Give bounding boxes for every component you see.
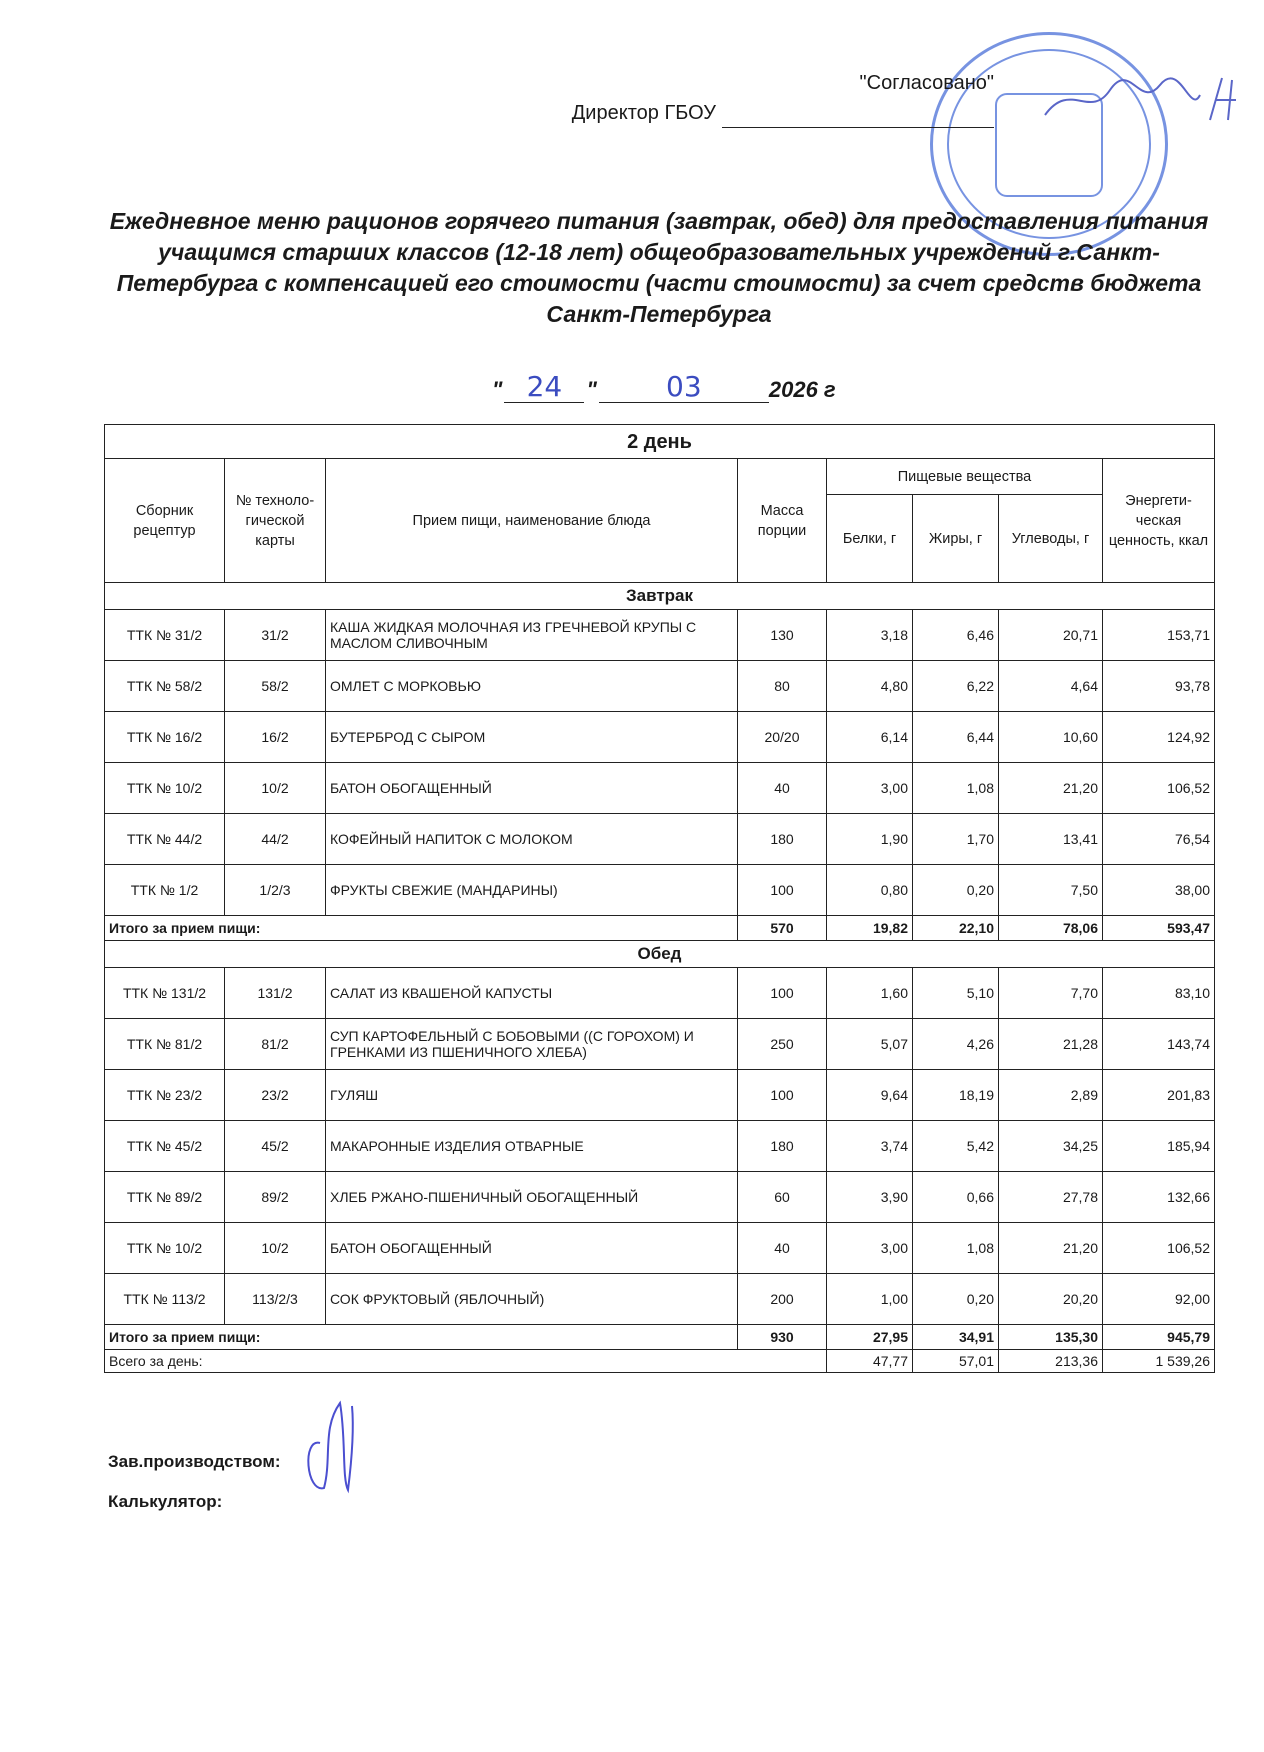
cell-dish: СУП КАРТОФЕЛЬНЫЙ С БОБОВЫМИ ((С ГОРОХОМ) И ГРЕНКАМИ ИЗ ПШЕНИЧНОГО ХЛЕБА) [326,1019,738,1070]
cell-protein: 3,00 [827,763,913,814]
cell-energy: 132,66 [1103,1172,1215,1223]
cell-dish: ХЛЕБ РЖАНО-ПШЕНИЧНЫЙ ОБОГАЩЕННЫЙ [326,1172,738,1223]
cell-fat: 4,26 [913,1019,999,1070]
day-title: 2 день [105,425,1215,459]
cell-protein: 5,07 [827,1019,913,1070]
approval-block [572,68,994,128]
cell-carbs: 34,25 [999,1121,1103,1172]
total-mass: 930 [738,1325,827,1350]
day-total-protein: 47,77 [827,1350,913,1373]
section-total-row [105,916,1215,941]
cell-energy: 153,71 [1103,610,1215,661]
cell-collection: ТТК № 10/2 [105,763,225,814]
section-total-row [105,1325,1215,1350]
day-total-row [105,1350,1215,1373]
date-day: 24 [504,372,584,403]
cell-dish: КАША ЖИДКАЯ МОЛОЧНАЯ ИЗ ГРЕЧНЕВОЙ КРУПЫ С МАСЛОМ СЛИВОЧНЫМ [326,610,738,661]
menu-body [105,583,1215,1373]
cell-collection: ТТК № 58/2 [105,661,225,712]
cell-protein: 1,90 [827,814,913,865]
cell-fat: 0,66 [913,1172,999,1223]
cell-dish: МАКАРОННЫЕ ИЗДЕЛИЯ ОТВАРНЫЕ [326,1121,738,1172]
cell-mass: 40 [738,1223,827,1274]
cell-protein: 9,64 [827,1070,913,1121]
signature-line [722,103,994,128]
section-title: Обед [105,941,1215,968]
director-signature [1040,70,1240,130]
day-total-energy: 1 539,26 [1103,1350,1215,1373]
table-row [105,865,1215,916]
cell-protein: 1,60 [827,968,913,1019]
cell-carbs: 21,20 [999,763,1103,814]
cell-collection: ТТК № 31/2 [105,610,225,661]
total-energy: 593,47 [1103,916,1215,941]
cell-fat: 6,22 [913,661,999,712]
cell-energy: 106,52 [1103,1223,1215,1274]
cell-collection: ТТК № 16/2 [105,712,225,763]
cell-tech-card: 44/2 [225,814,326,865]
cell-tech-card: 31/2 [225,610,326,661]
cell-carbs: 21,28 [999,1019,1103,1070]
total-mass: 570 [738,916,827,941]
cell-tech-card: 10/2 [225,763,326,814]
section-row [105,583,1215,610]
day-total-label: Всего за день: [105,1350,827,1373]
table-row [105,610,1215,661]
cell-dish: ОМЛЕТ С МОРКОВЬЮ [326,661,738,712]
cell-energy: 143,74 [1103,1019,1215,1070]
cell-energy: 38,00 [1103,865,1215,916]
cell-tech-card: 113/2/3 [225,1274,326,1325]
cell-tech-card: 16/2 [225,712,326,763]
cell-collection: ТТК № 23/2 [105,1070,225,1121]
document-date: " 24 " 03 2026 г [492,370,836,403]
day-total-carbs: 213,36 [999,1350,1103,1373]
cell-energy: 201,83 [1103,1070,1215,1121]
cell-carbs: 2,89 [999,1070,1103,1121]
date-month: 03 [599,372,769,403]
cell-collection: ТТК № 44/2 [105,814,225,865]
total-energy: 945,79 [1103,1325,1215,1350]
cell-fat: 5,42 [913,1121,999,1172]
total-fat: 34,91 [913,1325,999,1350]
cell-fat: 6,46 [913,610,999,661]
cell-dish: БУТЕРБРОД С СЫРОМ [326,712,738,763]
approval-position: Директор ГБОУ [571,102,716,124]
cell-energy: 76,54 [1103,814,1215,865]
cell-mass: 80 [738,661,827,712]
document-title: Ежедневное меню рационов горячего питания (завтрак, обед) для предоставления питания учащимся старших классов (12-18 лет) общеобразовательных учреждений г.Санкт-Петербурга с компенсацией его стоимости (части стоимости) за счет средств бюджета Санкт-Петербурга [109,208,1209,327]
cell-carbs: 20,20 [999,1274,1103,1325]
header-nutrients: Пищевые вещества [827,459,1103,495]
header-mass: Масса порции [738,459,827,583]
cell-tech-card: 10/2 [225,1223,326,1274]
table-row [105,1019,1215,1070]
total-carbs: 135,30 [999,1325,1103,1350]
cell-fat: 0,20 [913,865,999,916]
cell-protein: 6,14 [827,712,913,763]
cell-collection: ТТК № 113/2 [105,1274,225,1325]
cell-tech-card: 81/2 [225,1019,326,1070]
cell-fat: 1,08 [913,763,999,814]
cell-energy: 124,92 [1103,712,1215,763]
total-label: Итого за прием пищи: [105,1325,738,1350]
cell-dish: СОК ФРУКТОВЫЙ (ЯБЛОЧНЫЙ) [326,1274,738,1325]
cell-carbs: 27,78 [999,1172,1103,1223]
cell-protein: 3,18 [827,610,913,661]
cell-dish: БАТОН ОБОГАЩЕННЫЙ [326,763,738,814]
table-row [105,1070,1215,1121]
header-dish: Прием пищи, наименование блюда [326,459,738,583]
header-protein: Белки, г [827,495,913,583]
cell-protein: 0,80 [827,865,913,916]
cell-collection: ТТК № 10/2 [105,1223,225,1274]
cell-protein: 4,80 [827,661,913,712]
header-energy: Энергети-ческая ценность, ккал [1103,459,1215,583]
table-row [105,661,1215,712]
cell-carbs: 20,71 [999,610,1103,661]
table-row [105,968,1215,1019]
cell-tech-card: 1/2/3 [225,865,326,916]
cell-mass: 200 [738,1274,827,1325]
cell-protein: 1,00 [827,1274,913,1325]
cell-energy: 93,78 [1103,661,1215,712]
cell-protein: 3,74 [827,1121,913,1172]
cell-fat: 6,44 [913,712,999,763]
total-protein: 19,82 [827,916,913,941]
header-fat: Жиры, г [913,495,999,583]
cell-protein: 3,90 [827,1172,913,1223]
table-row [105,1223,1215,1274]
cell-collection: ТТК № 89/2 [105,1172,225,1223]
cell-dish: ФРУКТЫ СВЕЖИЕ (МАНДАРИНЫ) [326,865,738,916]
cell-tech-card: 89/2 [225,1172,326,1223]
cell-mass: 130 [738,610,827,661]
cell-energy: 185,94 [1103,1121,1215,1172]
date-year: 2026 г [768,377,836,402]
menu-table [104,424,1215,1373]
table-row [105,814,1215,865]
cell-dish: ГУЛЯШ [326,1070,738,1121]
cell-fat: 1,70 [913,814,999,865]
cell-mass: 180 [738,1121,827,1172]
cell-mass: 100 [738,1070,827,1121]
cell-carbs: 7,50 [999,865,1103,916]
cell-tech-card: 45/2 [225,1121,326,1172]
cell-collection: ТТК № 81/2 [105,1019,225,1070]
cell-mass: 100 [738,865,827,916]
cell-fat: 5,10 [913,968,999,1019]
cell-collection: ТТК № 131/2 [105,968,225,1019]
cell-carbs: 4,64 [999,661,1103,712]
cell-mass: 250 [738,1019,827,1070]
cell-mass: 180 [738,814,827,865]
table-row [105,1274,1215,1325]
cell-mass: 100 [738,968,827,1019]
table-row [105,1121,1215,1172]
cell-mass: 20/20 [738,712,827,763]
total-protein: 27,95 [827,1325,913,1350]
cell-fat: 18,19 [913,1070,999,1121]
table-row [105,763,1215,814]
table-row [105,1172,1215,1223]
cell-mass: 40 [738,763,827,814]
cell-tech-card: 23/2 [225,1070,326,1121]
day-total-fat: 57,01 [913,1350,999,1373]
cell-dish: САЛАТ ИЗ КВАШЕНОЙ КАПУСТЫ [326,968,738,1019]
total-fat: 22,10 [913,916,999,941]
section-row [105,941,1215,968]
table-row [105,712,1215,763]
calculator-label: Калькулятор: [108,1492,223,1511]
cell-energy: 92,00 [1103,1274,1215,1325]
cell-dish: БАТОН ОБОГАЩЕННЫЙ [326,1223,738,1274]
cell-carbs: 21,20 [999,1223,1103,1274]
cell-protein: 3,00 [827,1223,913,1274]
header-collection: Сборник рецептур [105,459,225,583]
cell-fat: 1,08 [913,1223,999,1274]
cell-carbs: 13,41 [999,814,1103,865]
cell-carbs: 7,70 [999,968,1103,1019]
cell-tech-card: 131/2 [225,968,326,1019]
approval-label: "Согласовано" [859,72,994,94]
cell-dish: КОФЕЙНЫЙ НАПИТОК С МОЛОКОМ [326,814,738,865]
production-head-label: Зав.производством: [108,1452,281,1471]
cell-fat: 0,20 [913,1274,999,1325]
cell-collection: ТТК № 45/2 [105,1121,225,1172]
cell-energy: 106,52 [1103,763,1215,814]
cell-mass: 60 [738,1172,827,1223]
header-carbs: Углеводы, г [999,495,1103,583]
cell-energy: 83,10 [1103,968,1215,1019]
section-title: Завтрак [105,583,1215,610]
header-tech-card: № техноло-гической карты [225,459,326,583]
cell-carbs: 10,60 [999,712,1103,763]
total-carbs: 78,06 [999,916,1103,941]
cell-tech-card: 58/2 [225,661,326,712]
cell-collection: ТТК № 1/2 [105,865,225,916]
production-head-signature [302,1398,362,1498]
total-label: Итого за прием пищи: [105,916,738,941]
